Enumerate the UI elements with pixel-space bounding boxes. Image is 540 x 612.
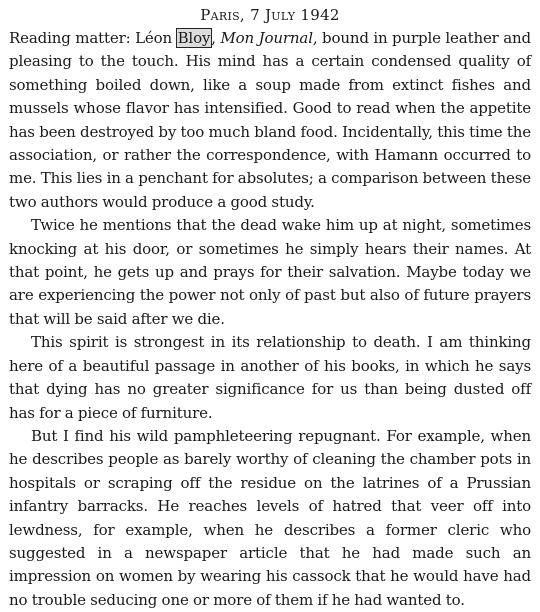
paragraph-1-intro: Reading matter: Léon xyxy=(9,29,177,47)
book-title: Mon Journal xyxy=(220,29,313,47)
heading-separator: , xyxy=(239,6,251,24)
entry-date: 7 July 1942 xyxy=(250,6,340,24)
paragraph-2: Twice he mentions that the dead wake him up at night, sometimes knocking at his door, or sometimes he simply hears their names. At that point, he gets up and prays for their salvation. Maybe today we are experiencing the power not only of past but also of future prayers that will be said after we die. xyxy=(9,216,531,328)
highlighted-word[interactable]: Bloy xyxy=(177,29,211,47)
entry-place: Paris xyxy=(200,6,240,24)
entry-heading xyxy=(9,4,531,26)
paragraph-3: This spirit is strongest in its relationship to death. I am thinking here of a beautiful passage in another of his books, in which he says that dying has no greater significance for us than being dusted off has for a piece of furniture. xyxy=(9,333,531,422)
paragraph-1-body: , bound in purple leather and pleasing to the touch. His mind has a certain condensed quality of something boiled down, like a soup made from extinct fishes and mussels whose flavor has intensified. Good to read when the appetite has been destroyed by too much bland food. Incidentally, this time the association, or rather the correspondence, with Hamann occurred to me. This lies in a penchant for absolutes; a comparison between these two authors would produce a good study. xyxy=(9,29,532,211)
paragraph-4: But I find his wild pamphleteering repugnant. For example, when he describes people as barely worthy of cleaning the chamber pots in hospitals or scraping off the residue on the latrines of a Prussian infantry barracks. He reaches levels of hatred that veer off into lewdness, for example, when he describes a former cleric who suggested in a newspaper article that he had made such an impression on women by wearing his cassock that he would have had no trouble seducing one or more of them if he had wanted to. xyxy=(9,426,531,609)
paragraph-1-comma: , xyxy=(211,29,221,47)
paragraph-1 xyxy=(9,27,531,214)
